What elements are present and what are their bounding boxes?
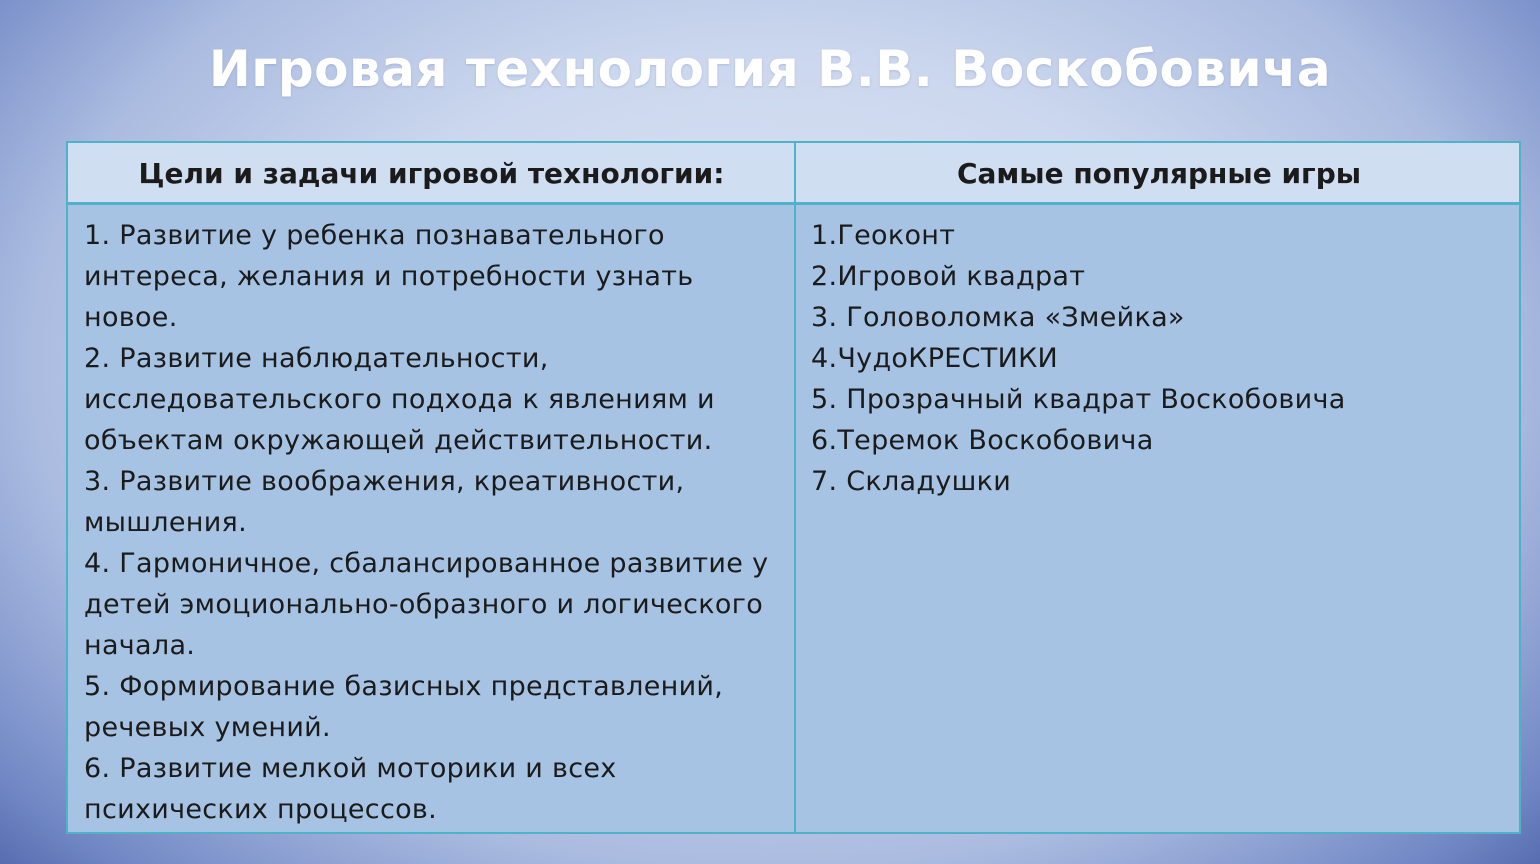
goals-line: 4. Гармоничное, сбалансированное развитие у (84, 548, 769, 579)
game-item: 3. Головоломка «Змейка» (811, 302, 1185, 333)
goals-line: психических процессов. (84, 794, 437, 825)
goals-line: начала. (84, 630, 196, 661)
goals-line: детей эмоционально-образного и логического (84, 589, 764, 620)
game-item: 1.Геоконт (811, 220, 956, 251)
game-item: 4.ЧудоКРЕСТИКИ (811, 343, 1059, 374)
goals-line: 5. Формирование базисных представлений, (84, 671, 724, 702)
goals-line: объектам окружающей действительности. (84, 425, 713, 456)
games-cell (811, 215, 1511, 502)
header-games: Самые популярные игры (956, 157, 1362, 190)
goals-line: 2. Развитие наблюдательности, (84, 343, 549, 374)
game-item: 2.Игровой квадрат (811, 261, 1086, 292)
goals-line: интереса, желания и потребности узнать (84, 261, 694, 292)
game-item: 7. Складушки (811, 466, 1012, 497)
goals-line: новое. (84, 302, 178, 333)
header-goals: Цели и задачи игровой технологии: (138, 157, 725, 190)
goals-cell (84, 215, 784, 830)
slide-title: Игровая технология В.В. Воскобовича (208, 40, 1332, 98)
content-table (66, 141, 1521, 834)
goals-line: исследовательского подхода к явлениям и (84, 384, 715, 415)
goals-line: мышления. (84, 507, 247, 538)
goals-line: 1. Развитие у ребенка познавательного (84, 220, 665, 251)
goals-line: речевых умений. (84, 712, 331, 743)
goals-line: 3. Развитие воображения, креативности, (84, 466, 685, 497)
game-item: 6.Теремок Воскобовича (811, 425, 1154, 456)
game-item: 5. Прозрачный квадрат Воскобовича (811, 384, 1346, 415)
goals-line: 6. Развитие мелкой моторики и всех (84, 753, 617, 784)
column-divider (794, 143, 796, 832)
